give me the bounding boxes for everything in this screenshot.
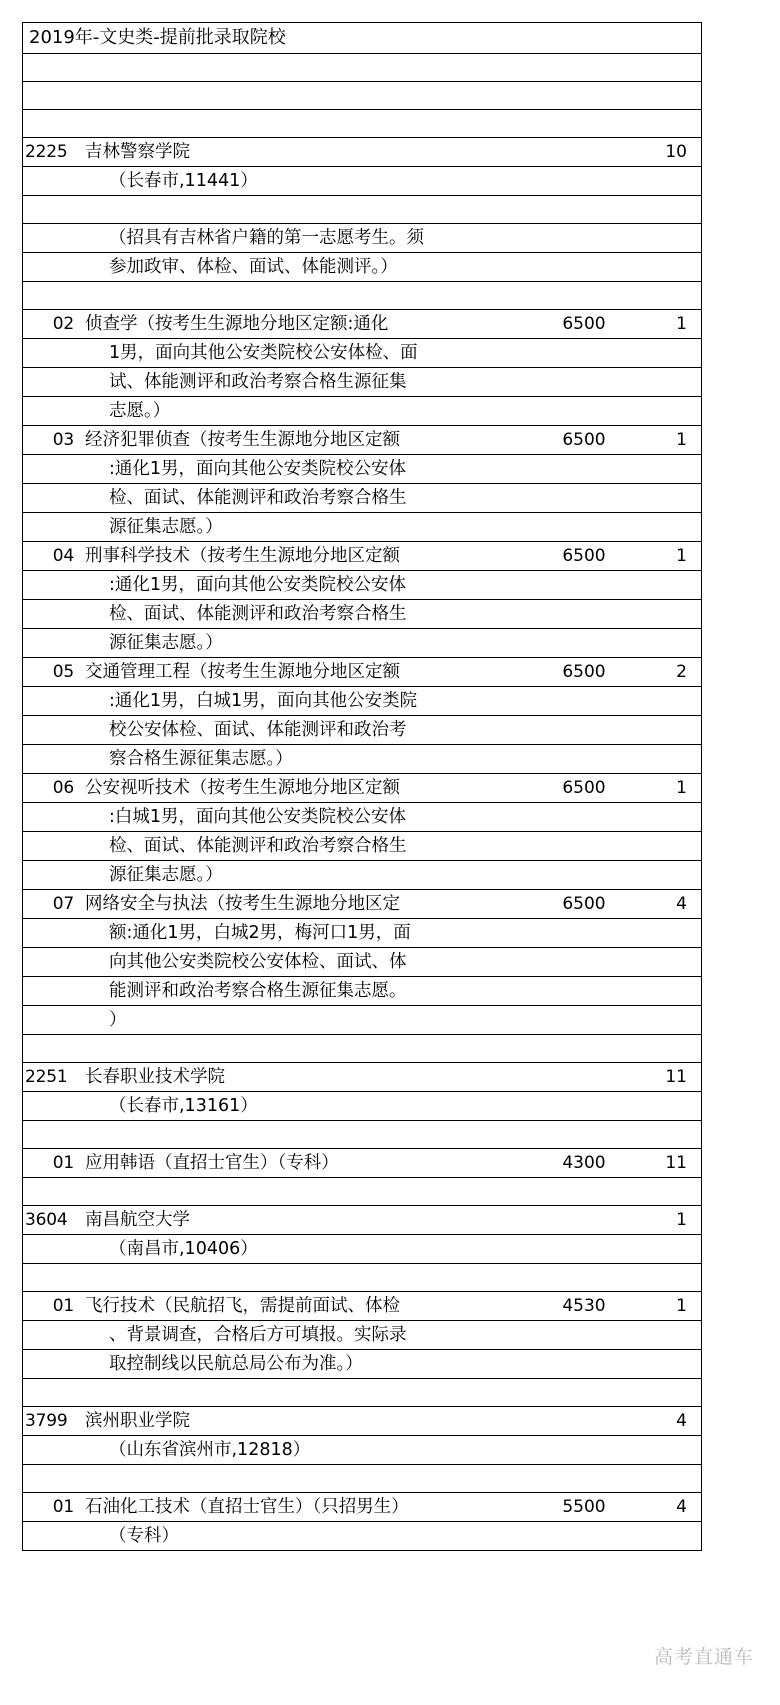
- cell-fee: [539, 110, 629, 137]
- major-code: [23, 1522, 79, 1550]
- spacer-row: [23, 1465, 701, 1493]
- major-row: [23, 774, 701, 803]
- cell-name: [79, 110, 539, 137]
- tuition-fee: 4300: [562, 1153, 606, 1173]
- enrollment-quota: 4: [676, 1497, 687, 1517]
- enrollment-quota: [629, 600, 701, 628]
- enrollment-quota: [629, 832, 701, 860]
- description-text: 能测评和政治考察合格生源征集志愿。: [109, 981, 407, 1001]
- continuation-row: [23, 513, 701, 542]
- major-code: [23, 253, 79, 281]
- major-code: 01: [52, 1497, 74, 1517]
- school-name: 吉林警察学院: [85, 142, 190, 162]
- major-name: 飞行技术（民航招飞，需提前面试、体检: [85, 1296, 400, 1316]
- tuition-fee: 6500: [562, 894, 606, 914]
- major-code: [23, 977, 79, 1005]
- school-code: 3799: [25, 1411, 68, 1431]
- watermark: 高考直通车: [653, 1646, 754, 1668]
- continuation-row: [23, 455, 701, 484]
- continuation-row: [23, 745, 701, 774]
- major-code: [23, 919, 79, 947]
- description-text: 额:通化1男，白城2男，梅河口1男，面: [109, 923, 411, 943]
- spacer-row: [23, 54, 701, 82]
- continuation-row: [23, 1321, 701, 1350]
- major-code: [23, 397, 79, 425]
- major-code: [23, 1350, 79, 1378]
- school-code: 2225: [25, 142, 68, 162]
- tuition-fee: 4530: [562, 1296, 606, 1316]
- spacer-row: [23, 1178, 701, 1206]
- continuation-row: [23, 368, 701, 397]
- description-text: 向其他公安类院校公安体检、面试、体: [109, 952, 407, 972]
- continuation-row: [23, 571, 701, 600]
- enrollment-quota: [629, 716, 701, 744]
- cell-fee: [539, 1178, 629, 1205]
- description-text: （南昌市,10406）: [109, 1239, 258, 1259]
- admission-table: [22, 22, 702, 1551]
- cell-quota: [629, 196, 701, 223]
- major-code: [23, 224, 79, 252]
- enrollment-quota: [629, 861, 701, 889]
- cell-name: [79, 1379, 539, 1406]
- enrollment-quota: 1: [676, 314, 687, 334]
- continuation-row: [23, 948, 701, 977]
- continuation-row: [23, 919, 701, 948]
- spacer-row: [23, 1379, 701, 1407]
- major-code: 01: [52, 1153, 74, 1173]
- cell-code: [23, 1121, 79, 1148]
- description-text: （长春市,11441）: [109, 171, 258, 191]
- enrollment-quota: 1: [676, 546, 687, 566]
- spacer-row: [23, 1121, 701, 1149]
- tuition-fee: [539, 629, 629, 657]
- tuition-fee: [539, 716, 629, 744]
- tuition-fee: [539, 1407, 629, 1435]
- major-row: [23, 542, 701, 571]
- tuition-fee: [539, 167, 629, 195]
- cell-code: [23, 54, 79, 81]
- continuation-row: [23, 339, 701, 368]
- major-code: [23, 861, 79, 889]
- spacer-row: [23, 1035, 701, 1063]
- major-code: [23, 1235, 79, 1263]
- enrollment-quota: [629, 167, 701, 195]
- tuition-fee: [539, 368, 629, 396]
- continuation-row: [23, 1436, 701, 1465]
- major-code: 04: [52, 546, 74, 566]
- tuition-fee: [539, 1092, 629, 1120]
- spacer-row: [23, 282, 701, 310]
- description-text: 检、面试、体能测评和政治考察合格生: [109, 836, 407, 856]
- major-code: 03: [52, 430, 74, 450]
- major-row: [23, 1149, 701, 1178]
- major-row: [23, 1292, 701, 1321]
- major-code: [23, 455, 79, 483]
- tuition-fee: [539, 919, 629, 947]
- major-code: [23, 687, 79, 715]
- tuition-fee: [539, 600, 629, 628]
- description-text: 检、面试、体能测评和政治考察合格生: [109, 604, 407, 624]
- description-text: 察合格生源征集志愿。）: [109, 749, 293, 769]
- tuition-fee: [539, 1522, 629, 1550]
- tuition-fee: 6500: [562, 314, 606, 334]
- enrollment-quota: [629, 629, 701, 657]
- tuition-fee: 6500: [562, 430, 606, 450]
- tuition-fee: [539, 339, 629, 367]
- major-row: [23, 426, 701, 455]
- continuation-row: [23, 861, 701, 890]
- cell-fee: [539, 1035, 629, 1062]
- cell-code: [23, 82, 79, 109]
- enrollment-quota: [629, 1522, 701, 1550]
- tuition-fee: 6500: [562, 546, 606, 566]
- continuation-row: [23, 1350, 701, 1379]
- enrollment-quota: [629, 1235, 701, 1263]
- enrollment-quota: 11: [665, 1067, 687, 1087]
- cell-code: [23, 282, 79, 309]
- cell-fee: [539, 1264, 629, 1291]
- continuation-row: [23, 600, 701, 629]
- description-text: 志愿。）: [109, 401, 171, 421]
- cell-code: [23, 1178, 79, 1205]
- cell-code: [23, 1264, 79, 1291]
- school-name: 长春职业技术学院: [85, 1067, 225, 1087]
- major-code: 05: [52, 662, 74, 682]
- page-title: 2019年-文史类-提前批录取院校: [29, 27, 286, 48]
- continuation-row: [23, 484, 701, 513]
- school-code: 3604: [25, 1210, 68, 1230]
- tuition-fee: [539, 138, 629, 166]
- description-text: （山东省滨州市,12818）: [109, 1440, 311, 1460]
- major-row: [23, 310, 701, 339]
- school-row: [23, 1407, 701, 1436]
- major-code: 06: [52, 778, 74, 798]
- major-name: 石油化工技术（直招士官生）（只招男生）: [85, 1497, 409, 1517]
- description-text: （招具有吉林省户籍的第一志愿考生。须: [109, 228, 424, 248]
- description-text: 参加政审、体检、面试、体能测评。）: [109, 257, 398, 277]
- tuition-fee: [539, 803, 629, 831]
- tuition-fee: [539, 1350, 629, 1378]
- major-code: 02: [52, 314, 74, 334]
- major-row: [23, 890, 701, 919]
- tuition-fee: [539, 687, 629, 715]
- continuation-row: [23, 1092, 701, 1121]
- enrollment-quota: 11: [665, 1153, 687, 1173]
- enrollment-quota: [629, 397, 701, 425]
- description-text: 1男，面向其他公安类院校公安体检、面: [109, 343, 418, 363]
- continuation-row: [23, 1235, 701, 1264]
- enrollment-quota: [629, 455, 701, 483]
- cell-name: [79, 196, 539, 223]
- description-text: 校公安体检、面试、体能测评和政治考: [109, 720, 407, 740]
- cell-quota: [629, 110, 701, 137]
- major-name: 应用韩语（直招士官生）（专科）: [85, 1153, 339, 1173]
- enrollment-quota: [629, 339, 701, 367]
- tuition-fee: 5500: [562, 1497, 606, 1517]
- enrollment-quota: [629, 1321, 701, 1349]
- cell-name: [79, 282, 539, 309]
- cell-code: [23, 1379, 79, 1406]
- continuation-row: [23, 803, 701, 832]
- description-text: 源征集志愿。）: [109, 517, 223, 537]
- tuition-fee: [539, 861, 629, 889]
- description-text: 取控制线以民航总局公布为准。）: [109, 1354, 363, 1374]
- description-text: ）: [109, 1010, 127, 1030]
- continuation-row: [23, 629, 701, 658]
- tuition-fee: [539, 1436, 629, 1464]
- cell-fee: [539, 54, 629, 81]
- tuition-fee: [539, 224, 629, 252]
- enrollment-quota: 1: [676, 430, 687, 450]
- major-code: [23, 629, 79, 657]
- cell-quota: [629, 1035, 701, 1062]
- enrollment-quota: 10: [665, 142, 687, 162]
- tuition-fee: 6500: [562, 662, 606, 682]
- description-text: :通化1男，白城1男，面向其他公安类院: [109, 691, 418, 711]
- description-text: 源征集志愿。）: [109, 865, 223, 885]
- enrollment-quota: 4: [676, 1411, 687, 1431]
- enrollment-quota: [629, 253, 701, 281]
- tuition-fee: [539, 571, 629, 599]
- continuation-row: [23, 687, 701, 716]
- cell-fee: [539, 1121, 629, 1148]
- enrollment-quota: [629, 513, 701, 541]
- major-code: [23, 513, 79, 541]
- tuition-fee: [539, 484, 629, 512]
- enrollment-quota: 1: [676, 778, 687, 798]
- tuition-fee: [539, 1321, 629, 1349]
- tuition-fee: 6500: [562, 778, 606, 798]
- tuition-fee: [539, 1063, 629, 1091]
- major-row: [23, 1493, 701, 1522]
- tuition-fee: [539, 1206, 629, 1234]
- continuation-row: [23, 1522, 701, 1551]
- school-row: [23, 1206, 701, 1235]
- description-text: :白城1男，面向其他公安类院校公安体: [109, 807, 407, 827]
- major-code: 07: [52, 894, 74, 914]
- tuition-fee: [539, 745, 629, 773]
- cell-name: [79, 1121, 539, 1148]
- school-code: 2251: [25, 1067, 68, 1087]
- spacer-row: [23, 196, 701, 224]
- major-code: [23, 948, 79, 976]
- cell-fee: [539, 196, 629, 223]
- major-code: [23, 1321, 79, 1349]
- cell-name: [79, 1035, 539, 1062]
- major-name: 交通管理工程（按考生生源地分地区定额: [85, 662, 400, 682]
- cell-quota: [629, 282, 701, 309]
- enrollment-quota: [629, 919, 701, 947]
- major-code: 01: [52, 1296, 74, 1316]
- continuation-row: [23, 167, 701, 196]
- major-name: 侦查学（按考生生源地分地区定额:通化: [85, 314, 389, 334]
- enrollment-quota: 4: [676, 894, 687, 914]
- cell-quota: [629, 1264, 701, 1291]
- enrollment-quota: 1: [676, 1210, 687, 1230]
- major-code: [23, 1006, 79, 1034]
- cell-fee: [539, 1379, 629, 1406]
- cell-quota: [629, 1121, 701, 1148]
- description-text: 试、体能测评和政治考察合格生源征集: [109, 372, 407, 392]
- cell-name: [79, 54, 539, 81]
- cell-fee: [539, 1465, 629, 1492]
- continuation-row: [23, 1006, 701, 1035]
- enrollment-quota: [629, 224, 701, 252]
- enrollment-quota: [629, 484, 701, 512]
- cell-quota: [629, 1379, 701, 1406]
- enrollment-quota: [629, 1092, 701, 1120]
- cell-name: [79, 1264, 539, 1291]
- enrollment-quota: [629, 368, 701, 396]
- spacer-row: [23, 82, 701, 110]
- description-text: 源征集志愿。）: [109, 633, 223, 653]
- page-title-row: [23, 23, 701, 54]
- cell-name: [79, 1178, 539, 1205]
- cell-code: [23, 1465, 79, 1492]
- continuation-row: [23, 253, 701, 282]
- cell-quota: [629, 1178, 701, 1205]
- cell-code: [23, 1035, 79, 1062]
- enrollment-quota: [629, 1436, 701, 1464]
- tuition-fee: [539, 397, 629, 425]
- cell-quota: [629, 54, 701, 81]
- cell-fee: [539, 282, 629, 309]
- major-code: [23, 803, 79, 831]
- continuation-row: [23, 832, 701, 861]
- tuition-fee: [539, 977, 629, 1005]
- school-row: [23, 1063, 701, 1092]
- major-row: [23, 658, 701, 687]
- major-code: [23, 832, 79, 860]
- tuition-fee: [539, 832, 629, 860]
- tuition-fee: [539, 1006, 629, 1034]
- cell-quota: [629, 1465, 701, 1492]
- major-code: [23, 1092, 79, 1120]
- tuition-fee: [539, 253, 629, 281]
- enrollment-quota: [629, 571, 701, 599]
- cell-name: [79, 1465, 539, 1492]
- tuition-fee: [539, 948, 629, 976]
- tuition-fee: [539, 455, 629, 483]
- tuition-fee: [539, 513, 629, 541]
- school-row: [23, 138, 701, 167]
- description-text: :通化1男，面向其他公安类院校公安体: [109, 459, 407, 479]
- spacer-row: [23, 110, 701, 138]
- enrollment-quota: [629, 977, 701, 1005]
- description-text: 检、面试、体能测评和政治考察合格生: [109, 488, 407, 508]
- major-code: [23, 484, 79, 512]
- enrollment-quota: [629, 687, 701, 715]
- continuation-row: [23, 397, 701, 426]
- major-name: 公安视听技术（按考生生源地分地区定额: [85, 778, 400, 798]
- cell-quota: [629, 82, 701, 109]
- enrollment-quota: [629, 1006, 701, 1034]
- school-name: 南昌航空大学: [85, 1210, 190, 1230]
- enrollment-quota: [629, 803, 701, 831]
- description-text: （长春市,13161）: [109, 1096, 258, 1116]
- cell-code: [23, 196, 79, 223]
- description-text: :通化1男，面向其他公安类院校公安体: [109, 575, 407, 595]
- major-code: [23, 745, 79, 773]
- enrollment-quota: [629, 745, 701, 773]
- major-code: [23, 571, 79, 599]
- cell-fee: [539, 82, 629, 109]
- major-code: [23, 600, 79, 628]
- major-code: [23, 167, 79, 195]
- major-code: [23, 368, 79, 396]
- major-name: 刑事科学技术（按考生生源地分地区定额: [85, 546, 400, 566]
- major-name: 网络安全与执法（按考生生源地分地区定: [85, 894, 400, 914]
- description-text: 、背景调查，合格后方可填报。实际录: [109, 1325, 407, 1345]
- continuation-row: [23, 716, 701, 745]
- cell-code: [23, 110, 79, 137]
- enrollment-quota: 1: [676, 1296, 687, 1316]
- continuation-row: [23, 224, 701, 253]
- tuition-fee: [539, 1235, 629, 1263]
- major-code: [23, 1436, 79, 1464]
- major-name: 经济犯罪侦查（按考生生源地分地区定额: [85, 430, 400, 450]
- enrollment-quota: [629, 948, 701, 976]
- major-code: [23, 716, 79, 744]
- major-code: [23, 339, 79, 367]
- school-name: 滨州职业学院: [85, 1411, 190, 1431]
- cell-name: [79, 82, 539, 109]
- description-text: （专科）: [109, 1526, 179, 1546]
- spacer-row: [23, 1264, 701, 1292]
- continuation-row: [23, 977, 701, 1006]
- enrollment-quota: [629, 1350, 701, 1378]
- enrollment-quota: 2: [676, 662, 687, 682]
